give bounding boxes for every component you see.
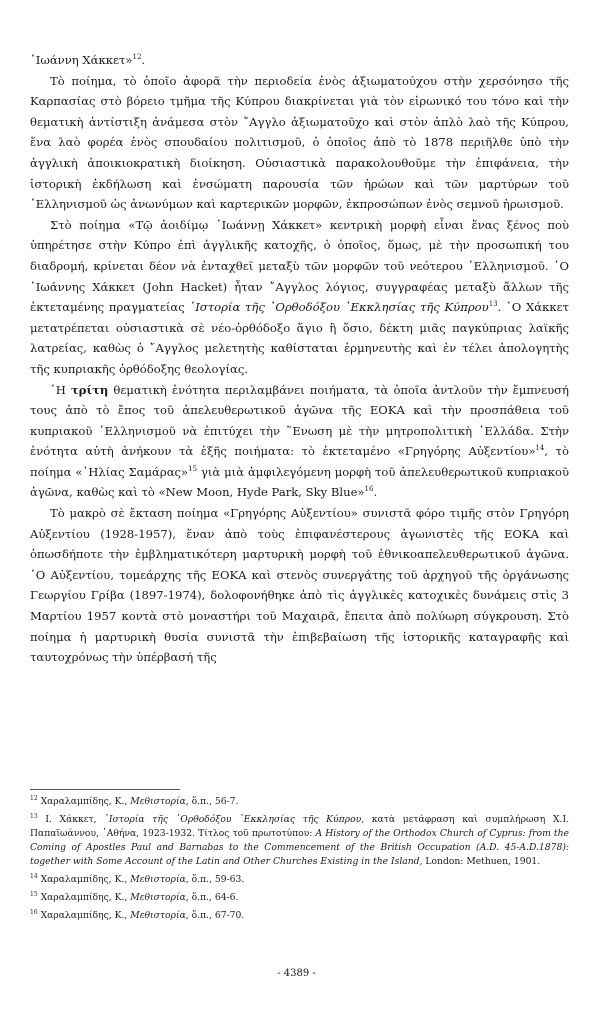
paragraph-4: Τὸ μακρὸ σὲ ἔκταση ποίημα «Γρηγόρης Αὐξεντίου» συνιστᾶ φόρο τιμῆς στὸν Γρηγόρη Αὐξεντίου (1928-1957), ἕναν ἀπὸ τοὺς ἐπιφανέστερους ἀγωνιστὲς τῆς ΕΟΚΑ καὶ ὁπωσδήποτε τὴν ἐμβληματικότερη μαρτυρικὴ μορφὴ τοῦ ἐθνικοαπελευθερωτικοῦ ἀγῶνα. ῾Ο Αὐξεντίου, τομεάρχης τῆς ΕΟΚΑ καὶ στενὸς συνεργάτης τοῦ ἀρχηγοῦ τῆς ὀργάνωσης Γεωργίου Γρίβα (1897-1974), δολοφονήθηκε ἀπὸ τὶς ἀγγλικὲς κατοχικὲς δυνάμεις στὶς 3 Μαρτίου 1957 κοντὰ στὸ μοναστήρι τοῦ Μαχαιρᾶ, ἔπειτα ἀπὸ πολύωρη σύγκρουση. Στὸ ποίημα ἡ μαρτυρικὴ θυσία συνιστᾶ τὴν ἐπιβεβαίωση τῆς ἱστορικῆς καταγραφῆς καὶ ταυτοχρόνως τὴν ὑπέρβασή τῆς <box>30 506 569 665</box>
book-title: ῾Ιστορία τῆς ᾿Ορθοδόξου ᾿Εκκλησίας τῆς Κύπρου <box>189 300 489 315</box>
footnote-13: $^{13}$ Ι. Χάκκετ, ῾Ιστορία τῆς ᾿Ορθοδόξου ᾿Εκκλησίας τῆς Κύπρου, κατὰ μετάφραση καὶ συμπλήρωση Χ.Ι. Παπαϊωάννου, ᾿Αθήνα, 1923-1932. Τίτλος τοῦ πρωτοτύπου: A History of the Orthodox Church of Cyprus: from the Coming of Apostles Paul and Barnabas to the Commencement of the British Occupation (A.D. 45-A.D.1878): together with Some Account of the Latin and Other Churches Existing in the Island, London: Methuen, 1901. <box>30 813 570 867</box>
footnote-16: $^{16}$ Χαραλαμπίδης, Κ., Μεθιστορία, ὅ.π., 67-70. <box>30 909 245 921</box>
paragraph-3: ῾Η τρίτη θεματικὴ ἑνότητα περιλαμβάνει ποιήματα, τὰ ὁποῖα ἀντλοῦν τὴν ἔμπνευσή τους ἀπὸ τὸ ἔπος τοῦ ἀπελευθερωτικοῦ ἀγῶνα τῆς ΕΟΚΑ καὶ τὴν προσπάθεια τοῦ κυπριακοῦ ῾Ελληνισμοῦ νὰ ἐπιτύχει τὴν ῞Ενωση μὲ τὴν μητροπολιτικὴ ῾Ελλάδα. Στὴν ἑνότητα αὐτὴ ἀνήκουν τὰ ἑξῆς ποιήματα: τὸ ἐκτεταμένο «Γρηγόρης Αὐξεντίου»$^{14}$, τὸ ποίημα «῾Ηλίας Σαμάρας»$^{15}$ γιὰ μιὰ ἀμφιλεγόμενη μορφὴ τοῦ ἀπελευθερωτικοῦ κυπριακοῦ ἀγῶνα, καθὼς καὶ τὸ «New Moon, Hyde Park, Sky Blue»$^{16}$. <box>30 382 570 500</box>
footnote-ref-14: 14 <box>535 444 545 453</box>
footnote-ref-12: 12 <box>132 53 142 61</box>
emphasis-third: τρίτη <box>70 382 109 397</box>
footnote-15: $^{15}$ Χαραλαμπίδης, Κ., Μεθιστορία, ὅ.π., 64-6. <box>30 891 239 903</box>
footnote-ref-15: 15 <box>188 464 198 473</box>
paragraph-0: ῾Ιωάννη Χάκκετ»$^{12}$. <box>30 53 146 67</box>
footnotes <box>30 795 569 927</box>
footnote-ref-13: 13 <box>488 300 498 309</box>
page-number: - 4389 - <box>277 968 316 979</box>
paragraph-2: Στὸ ποίημα «Τῷ ἀοιδίμῳ ῾Ιωάννῃ Χάκκετ» κεντρικὴ μορφὴ εἶναι ἕνας ξένος ποὺ ὑπηρέτησε στὴν Κύπρο ἐπὶ ἀγγλικῆς κατοχῆς, ὁ ὁποῖος, ὅμως, μὲ τὴν προσωπική του διαδρομή, κρίνεται δέον νὰ ἐνταχθεῖ μεταξὺ τῶν μορφῶν τοῦ νεότερου ῾Ελληνισμοῦ. ῾Ο ῾Ιωάννης Χάκκετ (John Hacket) ἦταν ῎Αγγλος λόγιος, συγγραφέας μεταξὺ ἄλλων τῆς ἐκτεταμένης πραγματείας ῾Ιστορία τῆς ᾿Ορθοδόξου ᾿Εκκλησίας τῆς Κύπρου$^{13}$. ῾Ο Χάκκετ μετατρέπεται οὐσιαστικὰ σὲ νέο-ὀρθόδοξο ἅγιο ἢ ὅσιο, δέκτη μιᾶς παγκύπριας λαϊκῆς λατρείας, καθὼς ὁ ῎Αγγλος μελετητὴς καθίσταται ἑρμηνευτὴς καὶ ἐν τέλει ἀπολογητὴς τῆς κυπριακῆς ὀρθόδοξης θεολογίας. <box>30 217 569 376</box>
paragraph-1: Τὸ ποίημα, τὸ ὁποῖο ἀφορᾶ τὴν περιοδεία ἑνὸς ἀξιωματούχου στὴν χερσόνησο τῆς Καρπασίας στὸ βόρειο τμῆμα τῆς Κύπρου διακρίνεται γιὰ τὸν εἰρωνικό του τόνο καὶ τὴν θεματικὴ ἀντίστιξη ἀνάμεσα στὸν ῎Αγγλο ἀξιωματοῦχο καὶ στὸν ἁπλὸ λαὸ τῆς Κύπρου, ἕνα λαὸ φορέα ἑνὸς σπουδαίου πολιτισμοῦ, ὁ ὁποῖος ἀπὸ τὸ 1878 περιῆλθε ὑπὸ τὴν ἀγγλικὴ ἀποικιοκρατικὴ διοίκηση. Οὐσιαστικὰ παρακολουθοῦμε τὴν ἐπιφάνεια, τὴν ἱστορικὴ ἐκδήλωση καὶ ἐνσώματη παρουσία τῶν ἡρώων καὶ τῶν μαρτύρων τοῦ ῾Ελληνισμοῦ ὡς ἀνωνύμων καὶ καρτερικῶν μορφῶν, ἐκπροσώπων ἑνὸς σεμνοῦ ἡρωισμοῦ. <box>30 73 569 212</box>
footnote-divider <box>30 789 180 790</box>
body-text <box>30 50 569 668</box>
footnote-12: $^{12}$ Χαραλαμπίδης, Κ., Μεθιστορία, ὅ.π., 56-7. <box>30 795 239 807</box>
footnote-14: $^{14}$ Χαραλαμπίδης, Κ., Μεθιστορία, ὅ.π., 59-63. <box>30 873 245 885</box>
footnote-ref-16: 16 <box>364 485 374 494</box>
